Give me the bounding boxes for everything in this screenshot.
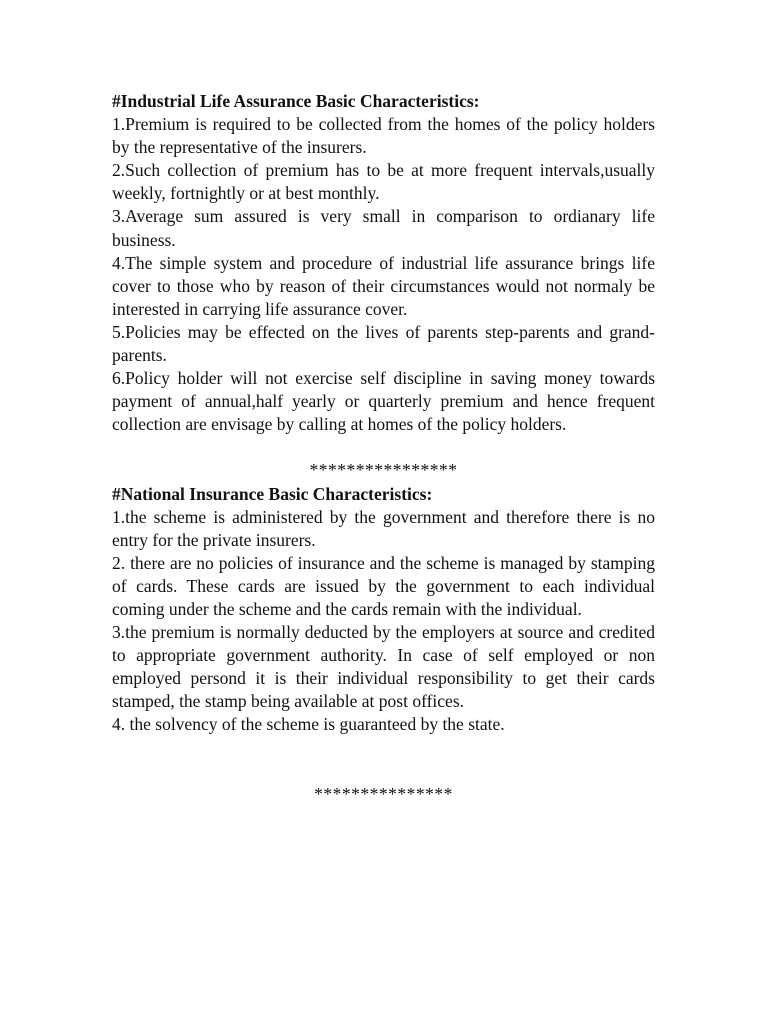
section-separator: **************** (309, 460, 458, 481)
list-item: 2. there are no policies of insurance and the scheme is managed by stamping of cards. These cards are issued by the government to each individual coming under the scheme and the cards remain with the individual. (112, 552, 655, 619)
list-item: 5.Policies may be effected on the lives of parents step-parents and grand-parents. (112, 321, 655, 366)
list-item: 4. the solvency of the scheme is guaranteed by the state. (112, 714, 505, 735)
list-item: 3.Average sum assured is very small in comparison to ordianary life business. (112, 206, 655, 250)
list-item: 6.Policy holder will not exercise self discipline in saving money towards payment of annual,half yearly or quarterly premium and hence frequent collection are envisage by calling at homes of the policy holders. (112, 368, 655, 435)
section-separator: *************** (314, 783, 453, 804)
list-item: 1.Premium is required to be collected from the homes of the policy holders by the representative of the insurers. (112, 114, 655, 158)
list-item: 3.the premium is normally deducted by the employers at source and credited to appropriate government authority. In case of self employed or non employed persond it is their individual responsibility to get their cards stamped, the stamp being available at post offices. (112, 622, 655, 712)
list-item: 4.The simple system and procedure of industrial life assurance brings life cover to those who by reason of their circumstances would not normaly be interested in carrying life assurance cover. (112, 252, 655, 319)
list-item: 1.the scheme is administered by the government and therefore there is no entry for the private insurers. (112, 506, 655, 550)
list-item: 2.Such collection of premium has to be at more frequent intervals,usually weekly, fortnightly or at best monthly. (112, 160, 655, 204)
document-page (112, 90, 655, 806)
section-heading-industrial-life: #Industrial Life Assurance Basic Characteristics: (112, 91, 480, 111)
section-heading-national-insurance: #National Insurance Basic Characteristics: (112, 483, 433, 504)
